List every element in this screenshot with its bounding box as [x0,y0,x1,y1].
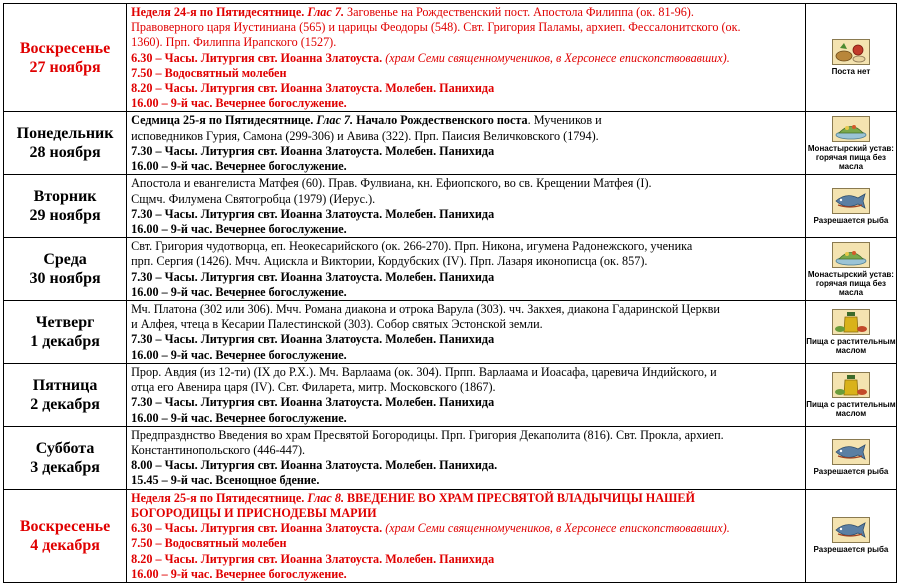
weekday-label: Понедельник [16,125,114,143]
text-segment: 16.00 – 9-й час. Вечернее богослужение. [131,222,347,237]
text-line [131,35,802,50]
text-segment: БОГОРОДИЦЫ И ПРИСНОДЕВЫ МАРИИ [131,506,377,521]
date-label: 2 декабря [30,395,100,413]
hot-food-no-oil-icon [832,116,870,142]
text-segment: исповедников Гурия, Самона (299-306) и Авива (322). Прп. Паисия Величковского (1794). [131,128,599,143]
text-segment: ВВЕДЕНИЕ ВО ХРАМ ПРЕСВЯТОЙ ВЛАДЫЧИЦЫ НАШЕЙ [347,490,696,505]
text-line [131,348,802,363]
text-line [131,66,802,81]
weekday-label: Суббота [35,439,95,457]
text-line [131,411,802,426]
fasting-rule-label: Поста нет [831,67,871,77]
day-row [4,238,897,301]
date-label: 30 ноября [29,270,101,288]
text-line [131,51,802,66]
fish-icon [832,439,870,465]
text-segment: Правоверного царя Иустиниана (565) и царицы Феодоры (548). Свт. Григория Паламы, архиеп. Фессалонитского (ок. [131,20,741,35]
saints-and-services-cell [127,4,806,112]
text-line [131,380,802,395]
weekly-service-schedule [3,3,897,583]
vegetable-oil-icon [832,309,870,335]
text-segment: Неделя 25-я по Пятидесятнице. [131,490,308,505]
text-segment: Заговенье на Рождественский пост. Апостола Филиппа (ок. 81-96). [347,5,694,19]
text-segment: (храм Семи священномучеников, в Херсонесе епископствовавших). [385,521,730,536]
text-segment: 7.50 – Водосвятный молебен [131,536,287,551]
day-cell [4,489,127,582]
text-segment: . Мучеников и [527,113,602,128]
fasting-rule-label: Монастырский устав: горячая пища без масла [807,143,894,171]
date-label: 27 ноября [29,58,101,76]
day-row [4,489,897,582]
text-segment: 7.30 – Часы. Литургия свт. Иоанна Златоуста. Молебен. Панихида [131,395,495,410]
text-line [131,473,802,488]
day-row [4,175,897,238]
text-line [131,458,802,473]
text-line [131,5,802,20]
text-segment: 16.00 – 9-й час. Вечернее богослужение. [131,159,347,174]
text-line [131,491,802,506]
text-segment: Глас 7. [307,5,348,19]
text-line [131,144,802,159]
text-segment: прп. Сергия (1426). Мчч. Ацискла и Виктории, Кордубских (IV). Прп. Лазаря иконописца (ок. 857). [131,254,648,269]
text-segment: Мч. Платона (302 или 306). Мчч. Романа диакона и отрока Варула (303). чч. Закхея, диакона Гадаринской Церкви [131,302,720,317]
text-segment: 7.30 – Часы. Литургия свт. Иоанна Златоуста. Молебен. Панихида [131,269,495,284]
saints-and-services-cell [127,426,806,489]
fasting-free-food-icon [832,39,870,65]
vegetable-oil-icon [832,372,870,398]
saints-and-services-cell [127,301,806,364]
fasting-rule-cell [805,301,896,364]
weekday-label: Среда [43,251,87,269]
text-segment: 7.30 – Часы. Литургия свт. Иоанна Златоуста. Молебен. Панихида [131,143,495,158]
text-segment: 6.30 – Часы. Литургия свт. Иоанна Златоуста. [131,50,386,65]
text-line [131,159,802,174]
text-segment: 16.00 – 9-й час. Вечернее богослужение. [131,96,347,111]
fasting-rule-cell [805,112,896,175]
weekday-label: Воскресенье [19,39,111,57]
date-label: 4 декабря [30,536,100,554]
text-line [131,113,802,128]
weekday-label: Вторник [33,188,97,206]
day-row [4,364,897,427]
text-line [131,239,802,254]
text-segment: Свт. Григория чудотворца, еп. Неокесарийского (ок. 266-270). Прп. Никона, игумена Радонежского, ученика [131,239,693,254]
day-cell [4,426,127,489]
date-label: 28 ноября [29,144,101,162]
date-label: 29 ноября [29,207,101,225]
day-row [4,301,897,364]
saints-and-services-cell [127,489,806,582]
text-segment: Константинопольского (446-447). [131,443,306,458]
text-line [131,395,802,410]
weekday-label: Воскресенье [19,517,111,535]
saints-and-services-cell [127,112,806,175]
text-line [131,176,802,191]
text-segment: 1360). Прп. Филиппа Ирапского (1527). [131,35,337,50]
text-line [131,521,802,536]
text-segment: Седмица 25-я по Пятидесятнице. [131,113,317,128]
day-cell [4,175,127,238]
text-segment: 7.30 – Часы. Литургия свт. Иоанна Златоуста. Молебен. Панихида [131,332,495,347]
text-line [131,96,802,111]
weekday-label: Пятница [32,376,98,394]
fasting-rule-cell [805,238,896,301]
text-line [131,317,802,332]
text-segment: Апостола и евангелиста Матфея (60). Прав. Фулвиана, кн. Ефиопского, во св. Крещении Матфея (I). [131,176,652,191]
fasting-rule-label: Разрешается рыба [813,215,889,225]
saints-and-services-cell [127,238,806,301]
fasting-rule-label: Монастырский устав: горячая пища без масла [807,269,894,297]
text-line [131,552,802,567]
text-line [131,506,802,521]
text-line [131,20,802,35]
text-line [131,443,802,458]
fish-icon [832,188,870,214]
text-segment: Начало Рождественского поста [356,113,528,128]
text-segment: 16.00 – 9-й час. Вечернее богослужение. [131,284,347,299]
text-line [131,365,802,380]
text-segment: (храм Семи священномучеников, в Херсонесе епископствовавших). [385,50,730,65]
text-segment: 7.30 – Часы. Литургия свт. Иоанна Златоуста. Молебен. Панихида [131,206,495,221]
text-line [131,81,802,96]
text-line [131,285,802,300]
fasting-rule-cell [805,426,896,489]
text-segment: Предпразднство Введения во храм Пресвятой Богородицы. Прп. Григория Декаполита (816). Свт. Прокла, архиеп. [131,427,724,442]
text-segment: и Алфея, чтеца в Кесарии Палестинской (303). Собор святых Эстонской земли. [131,317,543,332]
day-cell [4,364,127,427]
day-row [4,112,897,175]
text-segment: Сщмч. Филумена Святогробца (1979) (Иерус.). [131,191,376,206]
fasting-rule-cell [805,364,896,427]
fasting-rule-label: Пища с растительным маслом [806,337,896,356]
fasting-rule-cell [805,489,896,582]
day-cell [4,4,127,112]
day-row [4,426,897,489]
text-line [131,332,802,347]
text-segment: Прор. Авдия (из 12-ти) (IX до Р.Х.). Мч. Варлаама (ок. 304). Прпп. Варлаама и Иоасафа, царевича Индийского, и [131,365,717,380]
fasting-rule-label: Разрешается рыба [813,467,889,477]
text-line [131,207,802,222]
fish-icon [832,517,870,543]
text-segment: 8.20 – Часы. Литургия свт. Иоанна Златоуста. Молебен. Панихида [131,551,495,566]
text-segment: 15.45 – 9-й час. Всенощное бдение. [131,473,320,488]
text-segment: 7.50 – Водосвятный молебен [131,65,287,80]
text-segment: 8.20 – Часы. Литургия свт. Иоанна Златоуста. Молебен. Панихида [131,81,495,96]
date-label: 1 декабря [30,333,100,351]
fasting-rule-cell [805,4,896,112]
text-segment: Неделя 24-я по Пятидесятнице. [131,5,308,19]
hot-food-no-oil-icon [832,242,870,268]
day-row [4,4,897,112]
fasting-rule-label: Разрешается рыба [813,545,889,555]
saints-and-services-cell [127,175,806,238]
text-line [131,567,802,582]
text-segment: отца его Авенира царя (IV). Свт. Филарета, митр. Московского (1867). [131,380,496,395]
text-line [131,270,802,285]
text-line [131,222,802,237]
text-segment: 16.00 – 9-й час. Вечернее богослужение. [131,347,347,362]
text-line [131,254,802,269]
text-segment: Глас 7. [316,113,357,128]
saints-and-services-cell [127,364,806,427]
text-line [131,302,802,317]
date-label: 3 декабря [30,458,100,476]
text-segment: 16.00 – 9-й час. Вечернее богослужение. [131,410,347,425]
day-cell [4,301,127,364]
text-line [131,129,802,144]
day-cell [4,112,127,175]
text-line [131,536,802,551]
fasting-rule-label: Пища с растительным маслом [806,399,896,418]
fasting-rule-cell [805,175,896,238]
text-segment: Глас 8. [307,490,348,505]
text-segment: 16.00 – 9-й час. Вечернее богослужение. [131,566,347,581]
weekday-label: Четверг [35,314,95,332]
day-cell [4,238,127,301]
text-segment: 8.00 – Часы. Литургия свт. Иоанна Златоуста. Молебен. Панихида. [131,458,498,473]
text-line [131,192,802,207]
text-line [131,428,802,443]
text-segment: 6.30 – Часы. Литургия свт. Иоанна Златоуста. [131,521,386,536]
